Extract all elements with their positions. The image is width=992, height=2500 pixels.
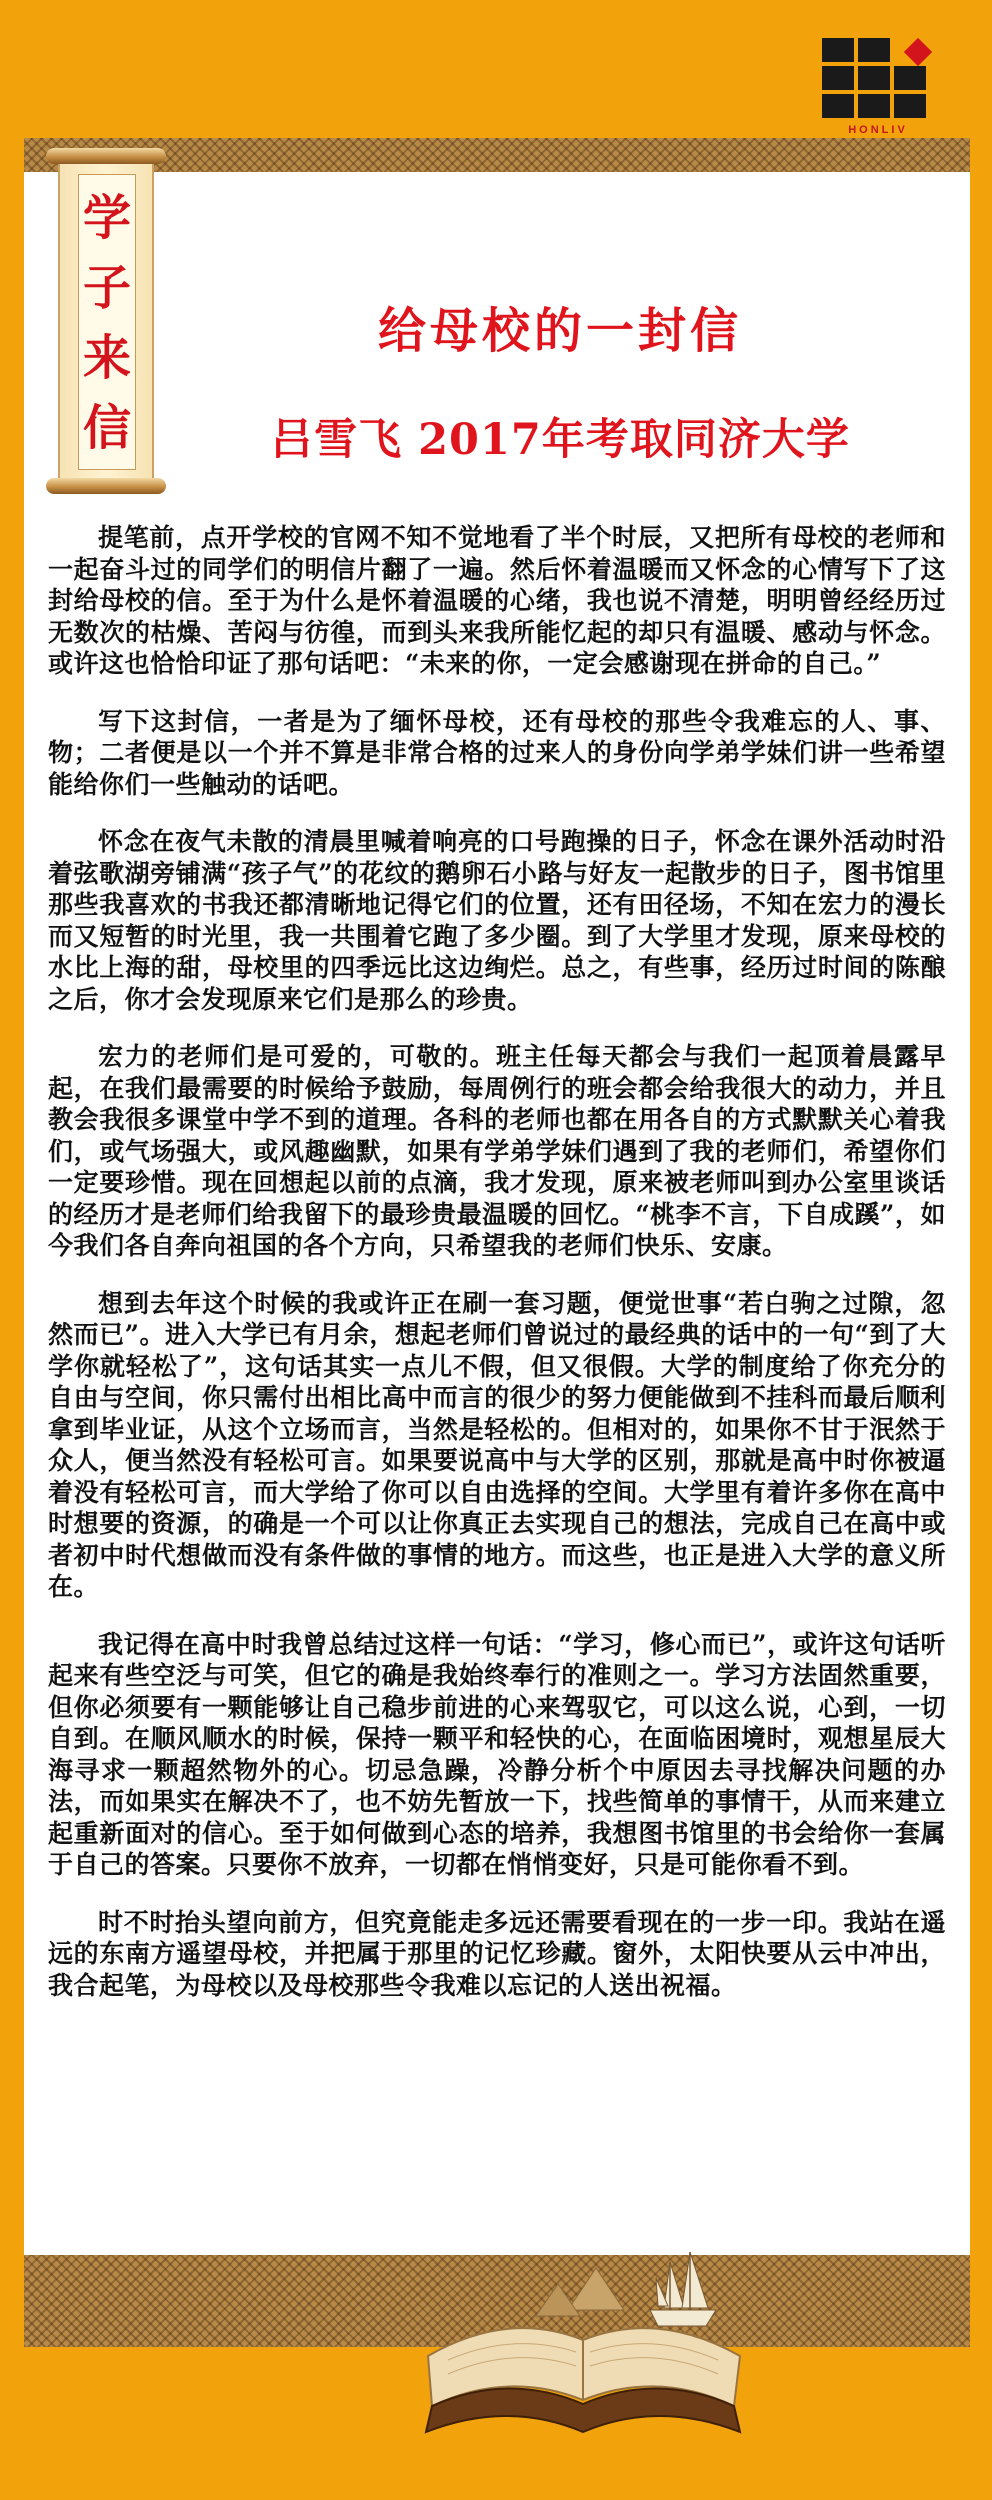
scroll-paper bbox=[58, 162, 154, 480]
logo-wordmark: HONLIV bbox=[848, 124, 908, 136]
letter-paragraph: 提笔前，点开学校的官网不知不觉地看了半个时辰，又把所有母校的老师和一起奋斗过的同学们的明信片翻了一遍。然后怀着温暖而又怀念的心情写下了这封给母校的信。至于为什么是怀着温暖的心绪，我也说不清楚，明明曾经经历过无数次的枯燥、苦闷与彷徨，而到头来我所能忆起的却只有温暖、感动与怀念。或许这也恰恰印证了那句话吧：“未来的你，一定会感谢现在拼命的自己。” bbox=[48, 523, 946, 678]
scroll-bottom-rod bbox=[46, 478, 166, 494]
letter-paragraph: 想到去年这个时候的我或许正在刷一套习题，便觉世事“若白驹之过隙，忽然而已”。进入大学已有月余，想起老师们曾说过的最经典的话中的一句“到了大学你就轻松了”，这句话其实一点儿不假，但又很假。大学的制度给了你充分的自由与空间，你只需付出相比高中而言的很少的努力便能做到不挂科而最后顺利拿到毕业证，从这个立场而言，当然是轻松的。但相对的，如果你不甘于泯然于众人，便当然没有轻松可言。如果要说高中与大学的区别，那就是高中时你被逼着没有轻松可言，而大学给了你可以自由选择的空间。大学里有着许多你在高中时想要的资源，的确是一个可以让你真正去实现自己的想法，完成自己在高中或者初中时代想做而没有条件做的事情的地方。而这些，也正是进入大学的意义所在。 bbox=[48, 1288, 946, 1601]
letter-subtitle: 吕雪飞 2017年考取同济大学 bbox=[270, 415, 850, 465]
letter-paragraph: 怀念在夜气未散的清晨里喊着响亮的口号跑操的日子，怀念在课外活动时沿着弦歌湖旁铺满“孩子气”的花纹的鹅卵石小路与好友一起散步的日子，图书馆里那些我喜欢的书我还都清晰地记得它们的位置，还有田径场，不知在宏力的漫长而又短暂的时光里，我一共围着它跑了多少圈。到了大学里才发现，原来母校的水比上海的甜，母校里的四季远比这边绚烂。总之，有些事，经历过时间的陈酿之后，你才会发现原来它们是那么的珍贵。 bbox=[48, 827, 946, 1014]
letter-paragraph: 我记得在高中时我曾总结过这样一句话：“学习，修心而已”，或许这句话听起来有些空泛与可笑，但它的确是我始终奉行的准则之一。学习方法固然重要，但你必须要有一颗能够让自己稳步前进的心来驾驭它，可以这么说，心到，一切自到。在顺风顺水的时候，保持一颗平和轻快的心，在面临困境时，观想星辰大海寻求一颗超然物外的心。切忌急躁，冷静分析个中原因去寻找解决问题的办法，而如果实在解决不了，也不妨先暂放一下，找些简单的事情干，从而来建立起重新面对的信心。至于如何做到心态的培养，我想图书馆里的书会给你一套属于自己的答案。只要你不放弃，一切都在悄悄变好，只是可能你看不到。 bbox=[48, 1629, 946, 1879]
letter-paragraph: 宏力的老师们是可爱的，可敬的。班主任每天都会与我们一起顶着晨露早起，在我们最需要的时候给予鼓励，每周例行的班会都会给我很大的动力，并且教会我很多课堂中学不到的道理。各科的老师也都在用各自的方式默默关心着我们，或气场强大，或风趣幽默，如果有学弟学妹们遇到了我的老师们，希望你们一定要珍惜。现在回想起以前的点滴，我才发现，原来被老师叫到办公室里谈话的经历才是老师们给我留下的最珍贵最温暖的回忆。“桃李不言，下自成蹊”，如今我们各自奔向祖国的各个方向，只希望我的老师们快乐、安康。 bbox=[48, 1042, 946, 1260]
logo-block-grid bbox=[822, 38, 934, 118]
brand-logo bbox=[822, 38, 952, 146]
scroll-top-rod bbox=[46, 148, 166, 164]
scroll-inner-frame bbox=[78, 174, 136, 470]
open-book-illustration bbox=[418, 2160, 748, 2450]
letter-title: 给母校的一封信 bbox=[377, 303, 742, 359]
letter-paragraph: 时不时抬头望向前方，但究竟能走多远还需要看现在的一步一印。我站在遥远的东南方遥望母校，并把属于那里的记忆珍藏。窗外，太阳快要从云中冲出，我合起笔，为母校以及母校那些令我难以忘记的人送出祝福。 bbox=[48, 1907, 946, 2000]
letter-paragraph: 写下这封信，一者是为了缅怀母校，还有母校的那些令我难忘的人、事、物；二者便是以一个并不算是非常合格的过来人的身份向学弟学妹们讲一些希望能给你们一些触动的话吧。 bbox=[48, 706, 946, 799]
letter-body bbox=[48, 522, 946, 2027]
section-scroll-banner bbox=[46, 148, 166, 496]
scroll-label: 学子来信 bbox=[82, 190, 131, 456]
logo-red-diamond bbox=[904, 38, 932, 66]
